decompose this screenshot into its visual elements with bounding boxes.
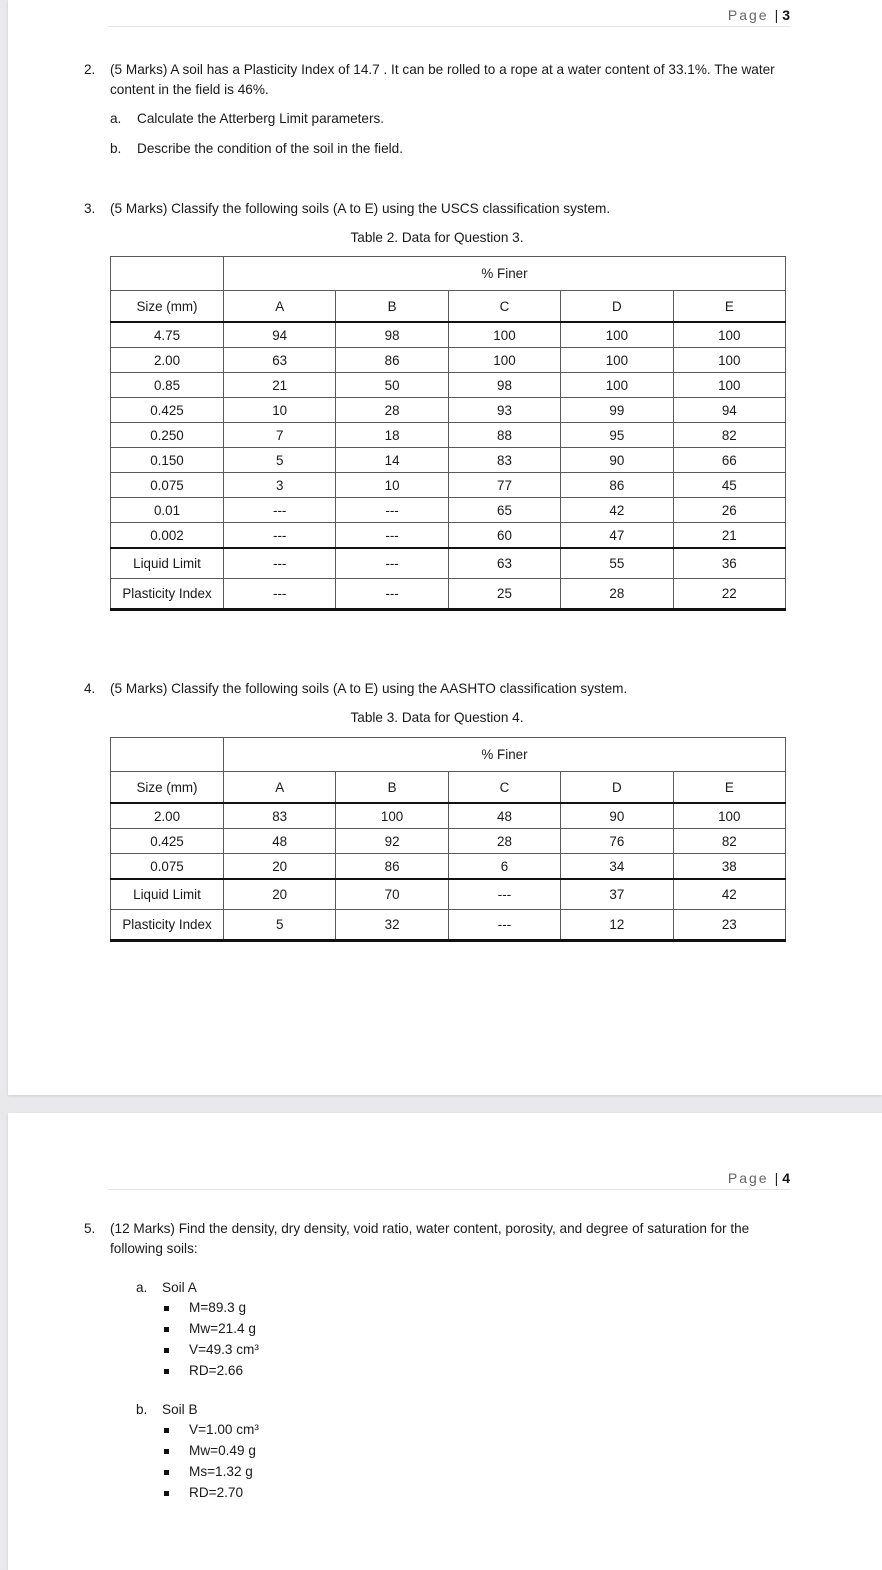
item-text: Calculate the Atterberg Limit parameters. xyxy=(137,111,385,126)
table-cell: 6 xyxy=(448,854,560,880)
table-cell: 18 xyxy=(336,423,448,448)
table-cell: 36 xyxy=(673,548,785,579)
table-cell: 65 xyxy=(448,498,560,523)
question-2 xyxy=(84,60,784,100)
col-header: B xyxy=(336,291,448,323)
table-row xyxy=(111,348,786,373)
item-text: V=49.3 cm³ xyxy=(189,1342,259,1357)
bullet-square-icon xyxy=(164,1428,169,1433)
table-cell: 98 xyxy=(448,373,560,398)
table-cell: 66 xyxy=(673,448,785,473)
row-label: Plasticity Index xyxy=(111,579,224,610)
page-header xyxy=(108,0,790,27)
table-cell: 77 xyxy=(448,473,560,498)
question-number: 5. xyxy=(84,1221,96,1236)
row-label: 0.425 xyxy=(111,829,224,854)
row-label: 0.85 xyxy=(111,373,224,398)
item-text: Mw=0.49 g xyxy=(189,1443,256,1458)
table-cell: 42 xyxy=(561,498,673,523)
bullet-square-icon xyxy=(164,1449,169,1454)
col-header: A xyxy=(224,772,336,804)
question-3 xyxy=(84,199,784,219)
table-cell: 76 xyxy=(561,829,673,854)
table-row xyxy=(111,498,786,523)
item-text: M=89.3 g xyxy=(189,1300,247,1315)
table-2-caption: Table 2. Data for Question 3. xyxy=(350,230,524,245)
table-row xyxy=(111,829,786,854)
item-text: RD=2.70 xyxy=(189,1485,244,1500)
col-header: B xyxy=(336,772,448,804)
item-text: V=1.00 cm³ xyxy=(189,1422,259,1437)
row-label: 0.150 xyxy=(111,448,224,473)
table-cell: 90 xyxy=(561,448,673,473)
table-row xyxy=(111,879,786,910)
item-text: Soil A xyxy=(162,1280,197,1295)
table-cell: 98 xyxy=(336,322,448,348)
bullet-square-icon xyxy=(164,1348,169,1353)
table-cell: 100 xyxy=(448,322,560,348)
table-cell: 83 xyxy=(224,803,336,829)
table-cell: 37 xyxy=(561,879,673,910)
row-label: 0.250 xyxy=(111,423,224,448)
col-header: D xyxy=(561,772,673,804)
question-number: 3. xyxy=(84,201,96,216)
table-cell: 83 xyxy=(448,448,560,473)
empty-header-cell xyxy=(111,738,224,772)
table-cell: 100 xyxy=(673,373,785,398)
table-cell: 48 xyxy=(448,803,560,829)
table-row xyxy=(111,448,786,473)
table-cell: 92 xyxy=(336,829,448,854)
size-header: Size (mm) xyxy=(111,291,224,323)
table-cell: 38 xyxy=(673,854,785,880)
table-cell: 60 xyxy=(448,523,560,549)
table-row xyxy=(111,579,786,610)
item-letter: a. xyxy=(136,1280,148,1295)
bullet-square-icon xyxy=(164,1306,169,1311)
page-word: Page xyxy=(727,1170,769,1186)
table-cell: 86 xyxy=(561,473,673,498)
table-cell: 100 xyxy=(561,348,673,373)
table-cell: 100 xyxy=(561,373,673,398)
table-cell: 22 xyxy=(673,579,785,610)
page-number: 4 xyxy=(782,1170,790,1186)
question-text: (5 Marks) A soil has a Plasticity Index of 14.7 . It can be rolled to a rope at a water content of 33.1%. The water content in the field is 46%. xyxy=(110,62,775,97)
question-text: (5 Marks) Classify the following soils (A to E) using the USCS classification system. xyxy=(110,201,611,216)
table-cell: 48 xyxy=(224,829,336,854)
empty-header-cell xyxy=(111,257,224,291)
question-text: (5 Marks) Classify the following soils (A to E) using the AASHTO classification system. xyxy=(110,681,628,696)
table-cell: 5 xyxy=(224,910,336,941)
item-text: RD=2.66 xyxy=(189,1363,244,1378)
table-cell: 47 xyxy=(561,523,673,549)
table-cell: --- xyxy=(224,498,336,523)
page-4 xyxy=(8,1113,882,1570)
col-header: D xyxy=(561,291,673,323)
finer-header: % Finer xyxy=(224,738,786,772)
table-2 xyxy=(110,256,786,611)
table-cell: 28 xyxy=(336,398,448,423)
row-label: Plasticity Index xyxy=(111,910,224,941)
page-number: 3 xyxy=(782,7,790,23)
table-cell: --- xyxy=(336,548,448,579)
page-header xyxy=(108,1163,790,1190)
item-letter: b. xyxy=(136,1402,148,1417)
table-cell: 86 xyxy=(336,348,448,373)
table-cell: 94 xyxy=(224,322,336,348)
item-text: Soil B xyxy=(162,1402,198,1417)
table-cell: 99 xyxy=(561,398,673,423)
table-row xyxy=(111,398,786,423)
question-5 xyxy=(84,1219,784,1259)
table-row xyxy=(111,423,786,448)
table-cell: 21 xyxy=(673,523,785,549)
row-label: 2.00 xyxy=(111,348,224,373)
table-cell: --- xyxy=(336,579,448,610)
item-letter: b. xyxy=(110,141,122,156)
table-cell: 95 xyxy=(561,423,673,448)
table-cell: 90 xyxy=(561,803,673,829)
row-label: 0.01 xyxy=(111,498,224,523)
item-text: Mw=21.4 g xyxy=(189,1321,256,1336)
table-cell: 12 xyxy=(561,910,673,941)
col-header: E xyxy=(673,772,785,804)
table-cell: 63 xyxy=(448,548,560,579)
bullet-square-icon xyxy=(164,1491,169,1496)
table-cell: 70 xyxy=(336,879,448,910)
table-cell: --- xyxy=(224,548,336,579)
finer-header: % Finer xyxy=(224,257,786,291)
table-cell: 82 xyxy=(673,423,785,448)
question-4 xyxy=(84,679,784,699)
table-cell: 93 xyxy=(448,398,560,423)
page-number-label: Page | 3 xyxy=(727,7,790,23)
row-label: 0.002 xyxy=(111,523,224,549)
row-label: 0.075 xyxy=(111,854,224,880)
table-cell: 100 xyxy=(673,803,785,829)
table-row xyxy=(111,523,786,549)
item-letter: a. xyxy=(110,111,122,126)
page-word: Page xyxy=(727,7,769,23)
table-cell: --- xyxy=(448,879,560,910)
question-number: 2. xyxy=(84,62,96,77)
table-cell: --- xyxy=(448,910,560,941)
table-3 xyxy=(110,737,786,942)
item-text: Ms=1.32 g xyxy=(189,1464,253,1479)
table-cell: 34 xyxy=(561,854,673,880)
size-header: Size (mm) xyxy=(111,772,224,804)
table-cell: --- xyxy=(336,498,448,523)
table-cell: 3 xyxy=(224,473,336,498)
table-cell: --- xyxy=(336,523,448,549)
table-cell: 25 xyxy=(448,579,560,610)
col-header: A xyxy=(224,291,336,323)
table-row xyxy=(111,548,786,579)
bullet-square-icon xyxy=(164,1369,169,1374)
table-cell: 5 xyxy=(224,448,336,473)
table-cell: 14 xyxy=(336,448,448,473)
table-cell: 100 xyxy=(673,322,785,348)
row-label: Liquid Limit xyxy=(111,548,224,579)
row-label: 0.075 xyxy=(111,473,224,498)
table-row xyxy=(111,322,786,348)
bullet-square-icon xyxy=(164,1470,169,1475)
table-cell: 94 xyxy=(673,398,785,423)
page-number-label: Page | 4 xyxy=(727,1170,790,1186)
row-label: Liquid Limit xyxy=(111,879,224,910)
bullet-square-icon xyxy=(164,1327,169,1332)
row-label: 2.00 xyxy=(111,803,224,829)
table-row xyxy=(111,854,786,880)
table-cell: 28 xyxy=(561,579,673,610)
table-cell: 20 xyxy=(224,879,336,910)
table-cell: 100 xyxy=(336,803,448,829)
table-cell: 26 xyxy=(673,498,785,523)
table-cell: --- xyxy=(224,523,336,549)
table-row xyxy=(111,803,786,829)
table-cell: 82 xyxy=(673,829,785,854)
table-cell: 100 xyxy=(561,322,673,348)
table-row xyxy=(111,373,786,398)
table-cell: 63 xyxy=(224,348,336,373)
table-cell: 50 xyxy=(336,373,448,398)
table-cell: 42 xyxy=(673,879,785,910)
table-cell: 45 xyxy=(673,473,785,498)
table-cell: 21 xyxy=(224,373,336,398)
question-text: (12 Marks) Find the density, dry density, void ratio, water content, porosity, and degree of saturation for the following soils: xyxy=(110,1221,750,1256)
table-cell: 88 xyxy=(448,423,560,448)
question-number: 4. xyxy=(84,681,96,696)
table-cell: 100 xyxy=(673,348,785,373)
table-cell: 10 xyxy=(224,398,336,423)
page-3 xyxy=(8,0,882,1095)
table-cell: 100 xyxy=(448,348,560,373)
col-header: E xyxy=(673,291,785,323)
item-text: Describe the condition of the soil in the field. xyxy=(137,141,403,156)
table-cell: 28 xyxy=(448,829,560,854)
table-cell: 10 xyxy=(336,473,448,498)
table-cell: 55 xyxy=(561,548,673,579)
table-row xyxy=(111,910,786,941)
table-cell: 86 xyxy=(336,854,448,880)
row-label: 0.425 xyxy=(111,398,224,423)
table-cell: 20 xyxy=(224,854,336,880)
col-header: C xyxy=(448,772,560,804)
row-label: 4.75 xyxy=(111,322,224,348)
table-cell: 7 xyxy=(224,423,336,448)
table-row xyxy=(111,473,786,498)
table-cell: 23 xyxy=(673,910,785,941)
table-3-caption: Table 3. Data for Question 4. xyxy=(350,710,524,725)
table-cell: --- xyxy=(224,579,336,610)
col-header: C xyxy=(448,291,560,323)
table-cell: 32 xyxy=(336,910,448,941)
